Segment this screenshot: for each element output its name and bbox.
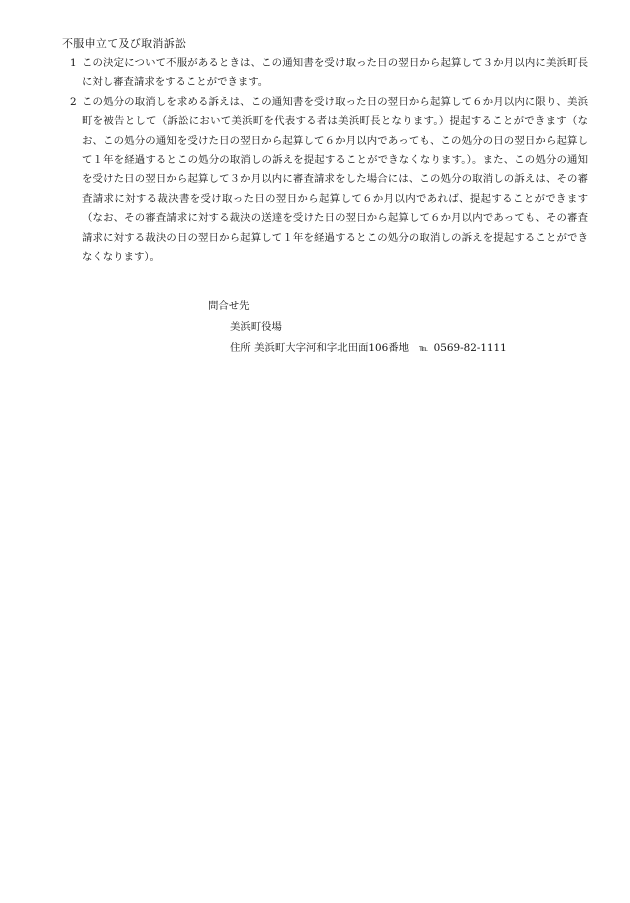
contact-phone: 0569-82-1111	[433, 342, 507, 354]
contact-block	[208, 296, 507, 360]
item-text: この処分の取消しを求める訴えは、この通知書を受け取った日の翌日から起算して６か月以内に限り、美浜町を被告として（訴訟において美浜町を代表する者は美浜町長となります。）提起することができます（なお、この処分の通知を受けた日の翌日から起算して６か月以内であっても、この処分の日の翌日から起算して１年を経過するとこの処分の取消しの訴えを提起することができなくなります。）。また、この処分の通知を受けた日の翌日から起算して３か月以内に審査請求をした場合には、この処分の取消しの訴えは、その審査請求に対する裁決書を受け取った日の翌日から起算して６か月以内であれば、提起することができます（なお、その審査請求に対する裁決の送達を受けた日の翌日から起算して６か月以内であっても、その審査請求に対する裁決の日の翌日から起算して１年を経過するとこの処分の取消しの訴えを提起することができなくなります）。	[82, 95, 588, 264]
item-text: この決定について不服があるときは、この通知書を受け取った日の翌日から起算して３か月以内に美浜町長に対し審査請求をすることができます。	[82, 57, 588, 89]
appeal-item-list	[70, 54, 588, 267]
appeal-item-2	[70, 93, 588, 268]
contact-office: 美浜町役場	[230, 321, 282, 333]
telephone-icon: ℡	[419, 344, 428, 354]
section-heading: 不服申立て及び取消訴訟	[62, 37, 187, 50]
item-number: 1	[70, 57, 77, 69]
contact-address: 住所 美浜町大字河和字北田面106番地	[230, 342, 409, 354]
appeal-item-1	[70, 54, 588, 93]
contact-address-line	[208, 338, 507, 360]
contact-title: 問合せ先	[208, 300, 250, 312]
item-number: 2	[70, 95, 77, 108]
